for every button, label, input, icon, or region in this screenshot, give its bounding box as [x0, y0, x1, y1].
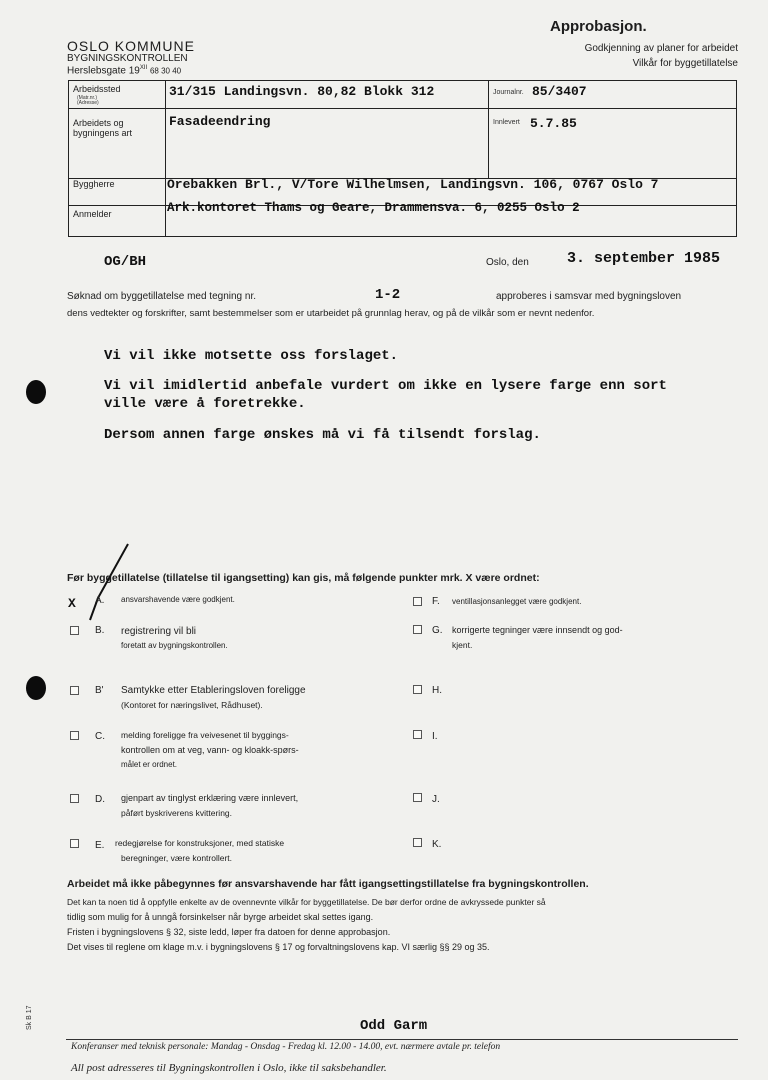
info-table: [68, 80, 737, 237]
table-divider: [165, 81, 166, 236]
soknad-text-1b: approberes i samsvar med bygningsloven: [496, 291, 682, 302]
footer-line-1: Det kan ta noen tid å oppfylle enkelte av de ovennevnte vilkår for byggetillatelse. De bør derfor ordne de avkryssede punkter så: [67, 897, 546, 907]
condition-b-letter: B.: [95, 625, 105, 636]
org-address: [67, 65, 181, 76]
condition-c-text-1: melding foreligge fra veivesenet til byggings-: [121, 730, 289, 740]
handwritten-check-mark: [80, 540, 140, 630]
footer-divider: [66, 1039, 738, 1040]
footer-line-4: Det vises til reglene om klage m.v. i bygningslovens § 17 og forvaltningslovens kap. VI særlig §§ 29 og 35.: [67, 942, 490, 952]
condition-g-letter: G.: [432, 625, 443, 636]
footer-warning: Arbeidet må ikke påbegynnes før ansvarshavende har fått igangsettingstillatelse fra bygningskontrollen.: [67, 878, 589, 890]
arbeidssted-value: 31/315 Landingsvn. 80,82 Blokk 312: [169, 84, 435, 99]
condition-b2-text-1: Samtykke etter Etableringsloven foreligge: [121, 685, 306, 696]
condition-j-letter: J.: [432, 794, 440, 805]
post-line: All post adresseres til Bygningskontrollen i Oslo, ikke til saksbehandler.: [71, 1062, 387, 1074]
condition-e-checkbox[interactable]: [70, 839, 79, 848]
innlevert-value: 5.7.85: [530, 116, 577, 131]
condition-b2-text-2: (Kontoret for næringslivet, Rådhuset).: [121, 700, 263, 710]
org-phone: 68 30 40: [149, 66, 182, 76]
org-street-sup: XII: [139, 65, 148, 71]
journal-value: 85/3407: [532, 84, 587, 99]
approbasjon-subtitle-2: Vilkår for byggetillatelse: [632, 58, 738, 69]
condition-d-letter: D.: [95, 794, 105, 805]
condition-e-text-1: redegjørelse for konstruksjoner, med statiske: [115, 838, 285, 848]
letter-paragraph-2b: ville være å foretrekke.: [104, 396, 306, 412]
condition-e-letter: E.: [95, 840, 105, 851]
byggherre-label: Byggherre: [73, 179, 115, 189]
conditions-heading: Før byggetillatelse (tillatelse til igangsetting) kan gis, må følgende punkter mrk. X være ordnet:: [67, 572, 540, 584]
letter-paragraph-2a: Vi vil imidlertid anbefale vurdert om ikke en lysere farge enn sort: [104, 378, 667, 394]
anmelder-value: Ark.kontoret Thams og Geare, Drammensva. 6, 0255 Oslo 2: [167, 201, 580, 215]
arbeidssted-label: Arbeidssted: [73, 84, 121, 94]
soknad-text-2: dens vedtekter og forskrifter, samt bestemmelser som er utarbeidet på grunnlag herav, og på de vilkår som er nevnt nedenfor.: [67, 308, 595, 319]
art-label-1: Arbeidets og: [73, 118, 124, 128]
condition-e-text-2: beregninger, være kontrollert.: [121, 853, 233, 863]
condition-f-text: ventillasjonsanlegget være godkjent.: [452, 597, 582, 606]
condition-i-letter: I.: [432, 731, 438, 742]
condition-d-checkbox[interactable]: [70, 794, 79, 803]
condition-k-checkbox[interactable]: [413, 838, 422, 847]
form-code: Sk B 17: [26, 1005, 33, 1030]
condition-i-checkbox[interactable]: [413, 730, 422, 739]
footer-line-2: tidlig som mulig for å unngå forsinkelser når byrge arbeidet skal settes igang.: [67, 912, 374, 922]
condition-b2-checkbox[interactable]: [70, 686, 79, 695]
org-department: BYGNINGSKONTROLLEN: [67, 53, 188, 64]
condition-b2-letter: B': [95, 685, 104, 696]
place-label: Oslo, den: [486, 257, 529, 268]
condition-g-text-2: kjent.: [452, 640, 473, 650]
condition-c-letter: C.: [95, 731, 105, 742]
date: 3. september 1985: [567, 250, 721, 267]
condition-d-text-2: påført byskriverens kvittering.: [121, 808, 233, 818]
anmelder-label: Anmelder: [73, 209, 112, 219]
byggherre-value: Orebakken Brl., V/Tore Wilhelmsen, Landingsvn. 106, 0767 Oslo 7: [167, 177, 659, 192]
condition-g-checkbox[interactable]: [413, 625, 422, 634]
punch-hole: [26, 676, 46, 700]
letter-paragraph-3: Dersom annen farge ønskes må vi få tilsendt forslag.: [104, 427, 541, 443]
condition-b-checkbox[interactable]: [70, 626, 79, 635]
table-divider: [69, 108, 736, 109]
art-value: Fasadeendring: [169, 114, 271, 129]
condition-g-text-1: korrigerte tegninger være innsendt og god-: [452, 625, 623, 635]
innlevert-label: Innlevert: [493, 119, 520, 126]
condition-b-text-2: foretatt av bygningskontrollen.: [121, 641, 228, 650]
letter-paragraph-1: Vi vil ikke motsette oss forslaget.: [104, 348, 399, 364]
art-label-2: bygningens art: [73, 128, 133, 138]
org-street: Herslebsgate 19: [67, 65, 140, 77]
soknad-text-1a: Søknad om byggetillatelse med tegning nr.: [67, 291, 256, 302]
condition-k-letter: K.: [432, 839, 442, 850]
condition-a-mark: X: [68, 596, 76, 611]
office-hours: Konferanser med teknisk personale: Mandag - Onsdag - Fredag kl. 12.00 - 14.00, evt. nærmere avtale pr. telefon: [71, 1042, 501, 1052]
arbeidssted-sublabel-2: (Adresse): [77, 100, 99, 106]
condition-a-letter: A.: [95, 595, 105, 606]
condition-j-checkbox[interactable]: [413, 793, 422, 802]
condition-h-checkbox[interactable]: [413, 685, 422, 694]
org-name: OSLO KOMMUNE: [67, 38, 195, 54]
approbasjon-title: Approbasjon.: [550, 18, 647, 35]
signature: Odd Garm: [360, 1018, 428, 1034]
condition-c-text-3: målet er ordnet.: [121, 760, 178, 769]
journal-label: Journalnr.: [493, 89, 524, 96]
punch-hole: [26, 380, 46, 404]
reference: OG/BH: [104, 254, 147, 270]
arbeidssted-sublabel-1: (Matr.nr.): [77, 95, 98, 101]
condition-a-text: ansvarshavende være godkjent.: [121, 595, 235, 604]
condition-f-letter: F.: [432, 596, 440, 607]
condition-b-text-1: registrering vil bli: [121, 626, 197, 637]
footer-line-3: Fristen i bygningslovens § 32, siste ledd, løper fra datoen for denne approbasjon.: [67, 927, 391, 937]
table-divider: [488, 81, 489, 179]
condition-c-text-2: kontrollen om at veg, vann- og kloakk-spørs-: [121, 745, 299, 755]
drawing-number: 1-2: [375, 287, 401, 303]
condition-d-text-1: gjenpart av tinglyst erklæring være innlevert,: [121, 793, 299, 803]
condition-h-letter: H.: [432, 685, 442, 696]
condition-c-checkbox[interactable]: [70, 731, 79, 740]
approbasjon-subtitle-1: Godkjenning av planer for arbeidet: [584, 43, 738, 54]
condition-f-checkbox[interactable]: [413, 597, 422, 606]
